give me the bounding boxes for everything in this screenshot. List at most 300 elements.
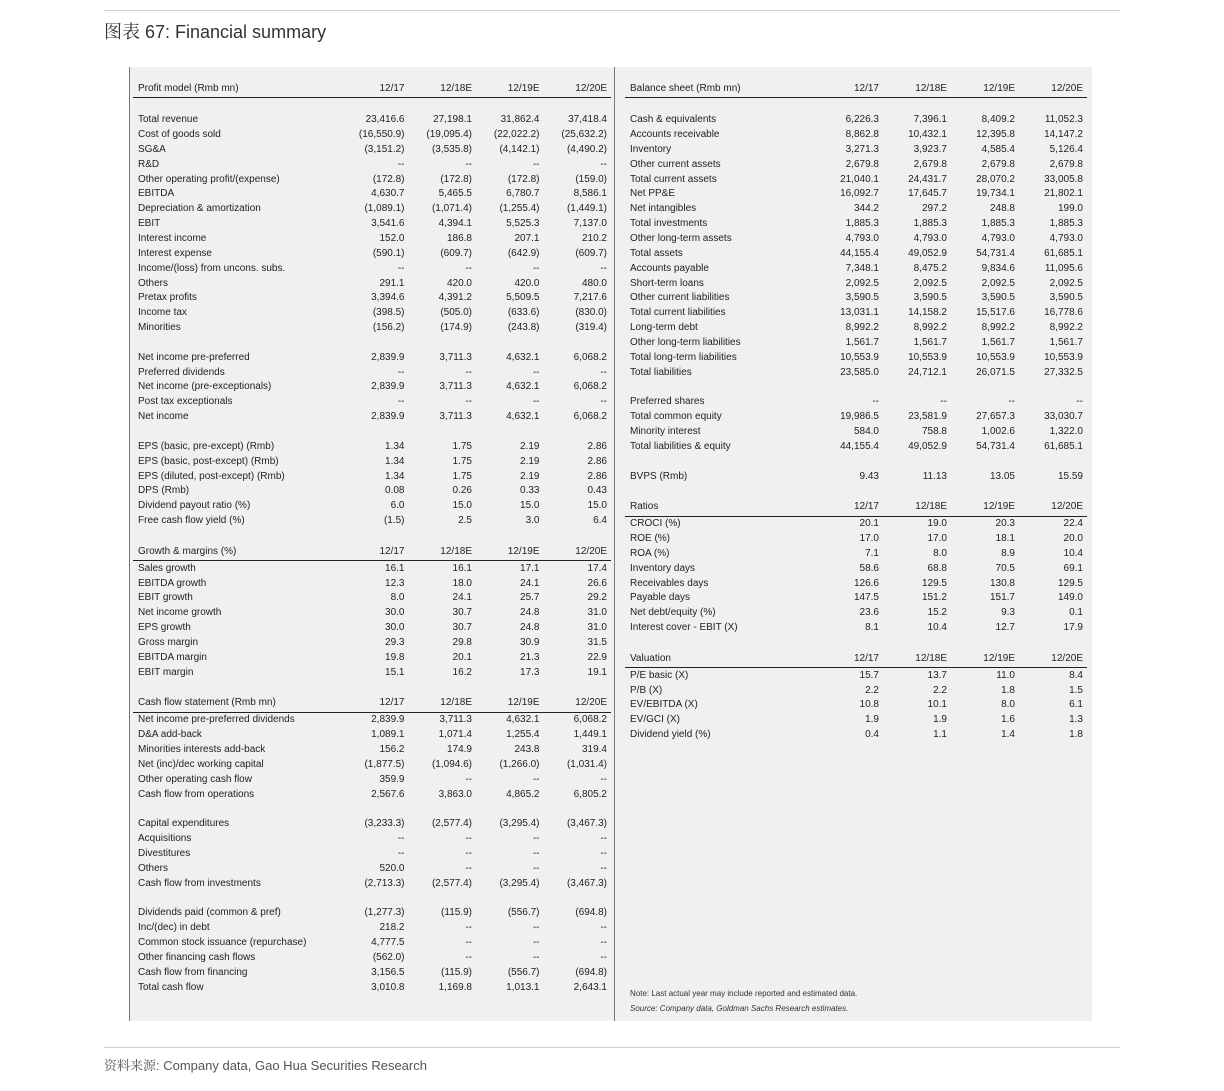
row-label: Cost of goods sold [138,129,221,141]
row-label: Accounts receivable [630,129,720,141]
row-label: EPS growth [138,622,191,634]
table-row [133,365,611,380]
cell-value: 25.7 [520,592,540,604]
row-label: EBITDA margin [138,651,207,663]
table-row [133,861,611,876]
cell-value: 1,013.1 [506,981,540,993]
cell-value [815,454,883,469]
cell-value: 6,780.7 [506,188,540,200]
cell-value: 1,561.7 [913,336,947,348]
row-label: BVPS (Rmb) [630,470,688,482]
period-header: 12/20E [544,695,612,713]
period-header: 12/20E [1019,650,1087,668]
table-row [133,665,611,680]
table-row [133,202,611,217]
cell-value: 2,679.8 [1049,158,1083,170]
row-label: Total current liabilities [630,307,726,319]
cell-value [1019,454,1087,469]
cell-value: 2,679.8 [913,158,947,170]
cell-value: 3,711.3 [439,411,472,423]
row-label: Dividends paid (common & pref) [138,907,281,919]
cell-value: -- [532,922,540,934]
cell-value: 33,030.7 [1044,411,1083,423]
table-row [625,306,1087,321]
middle-divider-line [614,67,615,1021]
table-row [625,606,1087,621]
cell-value: (4,142.1) [499,143,540,155]
cell-value: -- [600,862,607,874]
cell-value: -- [1076,396,1083,408]
cell-value: 2,643.1 [573,981,607,993]
table-row [133,395,611,410]
cell-value [883,484,951,499]
cell-value [544,528,612,543]
table-row [133,680,611,695]
cell-value: 24.8 [520,607,540,619]
cell-value [476,680,544,695]
table-row [133,261,611,276]
cell-value [1019,380,1087,395]
table-row [625,143,1087,158]
table-row [625,395,1087,410]
cell-value: 584.0 [853,425,879,437]
cell-value: 28,070.2 [976,173,1015,185]
cell-value: -- [600,773,607,785]
row-label: Accounts payable [630,262,709,274]
cell-value: (609.7) [440,247,472,259]
cell-value: 4,391.2 [438,292,472,304]
cell-value [544,425,612,440]
cell-value: 10.4 [927,622,947,634]
cell-value: 13.05 [989,470,1015,482]
cell-value: 6.1 [1069,699,1083,711]
row-label [625,380,815,395]
cell-value: 15.59 [1057,470,1083,482]
cell-value: 14,147.2 [1044,129,1083,141]
cell-value: 156.2 [379,744,405,756]
cell-value: (172.8) [507,173,540,185]
cell-value: 8.0 [1001,699,1015,711]
cell-value: (1,094.6) [431,758,472,770]
period-header: 12/20E [1019,499,1087,517]
cell-value: 1,885.3 [845,218,879,230]
cell-value: 17.3 [520,666,540,678]
row-label: Other long-term liabilities [630,336,741,348]
table-header-row [625,80,1087,98]
cell-value: -- [532,396,540,408]
period-header: 12/19E [951,650,1019,668]
cell-value: 1.34 [385,470,405,482]
row-label: Minority interest [630,425,701,437]
cell-value: 13,031.1 [840,307,879,319]
cell-value: 291.1 [379,277,405,289]
cell-value: 26.6 [587,577,607,589]
table-row [133,113,611,128]
section-title: Balance sheet (Rmb mn) [625,80,815,98]
cell-value: 4,793.0 [981,233,1015,245]
cell-value: 1.6 [1001,714,1015,726]
cell-value: 2,839.9 [371,351,405,363]
cell-value: (1,089.1) [364,203,405,215]
cell-value: 6,068.2 [573,351,607,363]
row-label: Total liabilities & equity [630,440,731,452]
cell-value: 8.0 [933,547,947,559]
cell-value: 6,805.2 [573,788,607,800]
cell-value: (1,031.4) [566,758,607,770]
cell-value: -- [532,862,540,874]
cell-value: 3,394.6 [371,292,405,304]
cell-value: 8,992.2 [845,322,879,334]
section-title: Valuation [625,650,815,668]
cell-value: 15.0 [452,500,472,512]
period-header: 12/17 [341,543,409,561]
cell-value: 15.0 [520,500,540,512]
cell-value: 2,839.9 [371,381,405,393]
cell-value: 1.4 [1001,729,1015,741]
table-row [133,439,611,454]
cell-value: -- [600,262,607,274]
top-divider [104,10,1120,11]
table-row [625,246,1087,261]
table-row [133,980,611,995]
cell-value: 9,834.6 [981,262,1015,274]
cell-value: 29.3 [385,636,405,648]
cell-value: 8,862.8 [845,129,879,141]
cell-value: 207.1 [514,233,540,245]
cell-value: 2,839.9 [371,411,405,423]
right-column [625,80,1087,743]
cell-value: (505.0) [440,307,472,319]
cell-value: (1.5) [383,515,405,527]
cell-value: 1.9 [865,714,879,726]
row-label: Net intangibles [630,203,697,215]
cell-value: 1.8 [1069,729,1083,741]
row-label: Receivables days [630,577,709,589]
cell-value: 61,685.1 [1044,247,1083,259]
table-row [133,276,611,291]
cell-value: 24,712.1 [908,366,947,378]
row-label: ROA (%) [630,547,670,559]
table-row [625,202,1087,217]
cell-value: 199.0 [1057,203,1083,215]
cell-value: 15.0 [587,500,607,512]
cell-value: 8,992.2 [981,322,1015,334]
cell-value [883,454,951,469]
cell-value [409,680,477,695]
cell-value: -- [465,366,472,378]
cell-value: (3,233.3) [364,818,405,830]
cell-value: 3,271.3 [845,143,879,155]
cell-value: 16,092.7 [840,188,879,200]
row-label: Net income [138,411,189,423]
table-row [133,891,611,906]
row-label: Free cash flow yield (%) [138,515,245,527]
cell-value: 21,802.1 [1044,188,1083,200]
row-label: Preferred dividends [138,366,225,378]
cell-value: 10,432.1 [908,129,947,141]
period-header: 12/19E [476,80,544,98]
cell-value: (4,490.2) [566,143,607,155]
row-label: Pretax profits [138,292,197,304]
table-row [133,576,611,591]
table-row [133,936,611,951]
cell-value: 0.1 [1069,607,1083,619]
cell-value: 27,332.5 [1044,366,1083,378]
table-row [625,365,1087,380]
cell-value: 8,409.2 [981,114,1015,126]
cell-value: (243.8) [507,322,540,334]
cell-value: 0.43 [587,485,607,497]
cell-value: 20.1 [452,651,472,663]
table-row [133,921,611,936]
cell-value: -- [465,936,472,948]
cell-value: 1,071.4 [438,729,472,741]
table-row [133,380,611,395]
row-label: Total current assets [630,173,717,185]
row-label: EBITDA growth [138,577,207,589]
cell-value: 151.2 [921,592,947,604]
row-label: EPS (diluted, post-except) (Rmb) [138,470,285,482]
cell-value: 3,010.8 [371,981,405,993]
cell-value: -- [532,158,540,170]
table-row [133,950,611,965]
cell-value: -- [397,366,405,378]
cell-value: 8,475.2 [913,262,947,274]
cell-value: 1,322.0 [1049,425,1083,437]
cell-value: 26,071.5 [976,366,1015,378]
cell-value: 2.5 [458,515,472,527]
cell-value: 18.0 [452,577,472,589]
cell-value [409,528,477,543]
cell-value: 20.0 [1063,533,1083,545]
cell-value: -- [465,773,472,785]
cell-value [1019,484,1087,499]
table-row [133,636,611,651]
cell-value [476,425,544,440]
cell-value [544,336,612,351]
cell-value: 758.8 [921,425,947,437]
cell-value: 15.2 [927,607,947,619]
cell-value [951,380,1019,395]
cell-value: 70.5 [995,562,1015,574]
row-label: Other long-term assets [630,233,732,245]
row-label: Interest expense [138,247,212,259]
cell-value: 17.1 [520,562,540,574]
cell-value: -- [600,936,607,948]
cell-value: -- [465,833,472,845]
cell-value [341,336,409,351]
cell-value: -- [532,951,540,963]
cell-value [341,891,409,906]
table-row [133,425,611,440]
period-header: 12/18E [409,80,477,98]
table-row [133,499,611,514]
cell-value: 480.0 [581,277,607,289]
cell-value: -- [940,396,947,408]
table-row [625,698,1087,713]
table-row [625,425,1087,440]
cell-value: -- [600,847,607,859]
cell-value: 30.7 [452,607,472,619]
cell-value: 2.86 [587,440,607,452]
cell-value: 6.4 [593,515,607,527]
cell-value: 6,226.3 [845,114,879,126]
cell-value: (398.5) [372,307,405,319]
table-row [133,350,611,365]
cell-value: 3,590.5 [981,292,1015,304]
cell-value: 297.2 [921,203,947,215]
row-label [133,680,341,695]
cell-value: 19,986.5 [840,411,879,423]
cell-value: 10.8 [859,699,879,711]
cell-value: 6.0 [390,500,405,512]
cell-value: -- [465,847,472,859]
cell-value: -- [397,262,405,274]
cell-value: 4,630.7 [371,188,405,200]
right-table [625,80,1087,743]
section-title: Ratios [625,499,815,517]
cell-value [951,484,1019,499]
row-label: R&D [138,158,160,170]
cell-value: 2.86 [587,470,607,482]
period-header: 12/20E [544,80,612,98]
cell-value: 1,561.7 [1049,336,1083,348]
cell-value: 152.0 [379,233,405,245]
cell-value: 7,348.1 [845,262,879,274]
cell-value: 2.86 [587,455,607,467]
cell-value: 0.08 [385,485,405,497]
table-row [625,591,1087,606]
row-label: Dividend yield (%) [630,729,711,741]
row-label: Depreciation & amortization [138,203,261,215]
row-label: Net PP&E [630,188,676,200]
cell-value: 2,679.8 [981,158,1015,170]
cell-value: 3,863.0 [438,788,472,800]
cell-value: -- [532,773,540,785]
cell-value [951,454,1019,469]
cell-value: 126.6 [853,577,879,589]
cell-value: 31,862.4 [500,114,540,126]
cell-value: 1.34 [385,455,405,467]
cell-value: 11.13 [922,470,947,482]
cell-value: 1,561.7 [845,336,879,348]
cell-value: 4,793.0 [1049,233,1083,245]
cell-value: 5,509.5 [506,292,540,304]
table-row [625,128,1087,143]
note-text: Note: Last actual year may include reported and estimated data. [630,989,858,998]
period-header: 12/18E [883,499,951,517]
cell-value: 3.0 [525,515,540,527]
cell-value: 31.0 [587,607,607,619]
cell-value: 31.0 [587,622,607,634]
table-header-row [133,543,611,561]
cell-value [409,891,477,906]
cell-value: 248.8 [989,203,1015,215]
cell-value: 3,711.3 [439,714,472,726]
cell-value: -- [532,366,540,378]
cell-value: 7,217.6 [573,292,607,304]
table-row [625,621,1087,636]
table-row [133,847,611,862]
cell-value: 1,169.8 [438,981,472,993]
row-label: Sales growth [138,562,196,574]
row-label: Interest income [138,233,207,245]
table-row [133,817,611,832]
row-label [133,425,341,440]
cell-value: -- [465,262,472,274]
period-header: 12/18E [883,650,951,668]
table-row [133,712,611,727]
cell-value: 15,517.6 [976,307,1015,319]
cell-value: 2,679.8 [845,158,879,170]
cell-value: 218.2 [379,922,405,934]
cell-value: 24.1 [452,592,472,604]
cell-value: 2,092.5 [913,277,947,289]
cell-value: 4,632.1 [506,714,540,726]
cell-value: -- [397,833,405,845]
cell-value [409,802,477,817]
table-row [133,469,611,484]
cell-value: 8.0 [390,592,405,604]
row-label: Inventory [630,143,672,155]
cell-value: (556.7) [507,966,540,978]
table-row [133,606,611,621]
row-label: Others [138,277,169,289]
row-label: EV/GCI (X) [630,714,681,726]
cell-value: 9.43 [859,470,879,482]
row-label: EBIT margin [138,666,194,678]
cell-value: 2.19 [520,440,540,452]
cell-value: (115.9) [441,907,472,919]
cell-value: 10.4 [1063,547,1083,559]
cell-value [815,636,883,651]
cell-value: 20.1 [859,518,879,530]
cell-value [1019,636,1087,651]
cell-value: 7,396.1 [913,114,947,126]
table-row [133,291,611,306]
cell-value: 3,590.5 [845,292,879,304]
cell-value: 30.7 [452,622,472,634]
cell-value: 1.34 [385,440,405,452]
left-column [133,80,611,995]
cell-value: (633.6) [507,307,540,319]
row-label: Other operating cash flow [138,773,252,785]
cell-value: (562.0) [372,951,405,963]
row-label: Total assets [630,247,683,259]
cell-value: (609.7) [575,247,607,259]
table-row [625,713,1087,728]
table-row [133,802,611,817]
row-label: EPS (basic, post-except) (Rmb) [138,455,279,467]
cell-value: 27,657.3 [976,411,1015,423]
cell-value: 1.5 [1069,684,1083,696]
row-label: Total common equity [630,411,722,423]
row-label [133,891,341,906]
table-row [133,591,611,606]
cell-value: 19,734.1 [976,188,1015,200]
cell-value: (1,266.0) [499,758,540,770]
cell-value: 29.8 [452,636,472,648]
cell-value: 4,793.0 [913,233,947,245]
row-label [625,636,815,651]
table-row [133,528,611,543]
cell-value: 8.1 [865,622,879,634]
table-row [625,157,1087,172]
cell-value: 8,992.2 [1049,322,1083,334]
cell-value: 3,711.3 [439,381,472,393]
table-row [133,232,611,247]
cell-value: 10,553.9 [976,351,1015,363]
